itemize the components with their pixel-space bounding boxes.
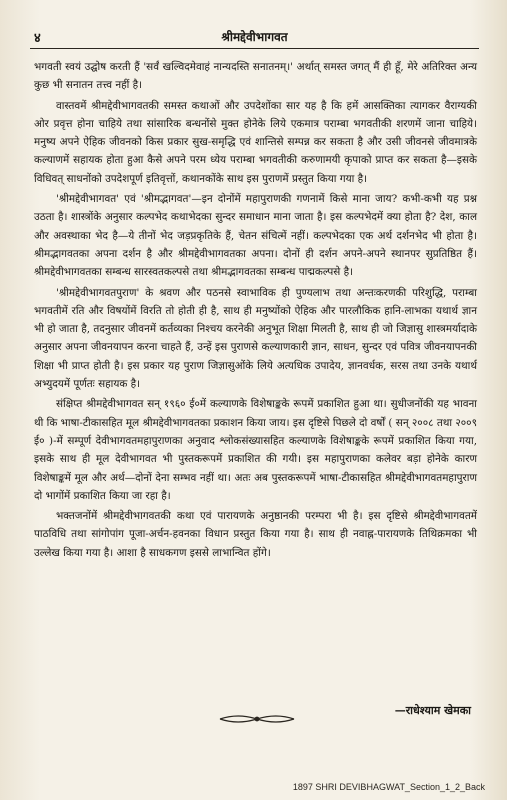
divider-ornament: [218, 712, 296, 726]
page-number: ४: [34, 31, 41, 46]
author-signature: —राधेश्याम खेमका: [394, 704, 471, 717]
paragraph: संक्षिप्त श्रीमद्देवीभागवत सन् १९६० ई०में कल्याणके विशेषाङ्कके रूपमें प्रकाशित हुआ था। सुधीजनोंकी यह भावना थी कि भाषा-टीकासहित मूल श्रीमद्देवीभागवतका प्रकाशन किया जाय। इस दृष्टिसे पिछले दो वर्षों ( सन् २००८ तथा २००९ ई० )-में सम्पूर्ण देवीभागवतमहापुराणका अनुवाद श्लोकसंख्यासहित कल्याणके विशेषाङ्कके रूपमें प्रकाशित किया गया, इसके साथ ही मूल देवीभागवत भी पुस्तकरूपमें प्रकाशित की गयी। इस महापुराणका कलेवर बड़ा होनेके कारण विशेषाङ्कमें मूल और अर्थ—दोनों देना सम्भव नहीं था। अतः अब पुस्तकरूपमें भाषा-टीकासहित श्रीमद्देवीभागवतमहापुराण दो भागोंमें प्रकाशित किया जा रहा है।: [34, 398, 477, 502]
running-title: श्रीमद्देवीभागवत: [221, 30, 288, 44]
paragraph: भक्तजनोंमें श्रीमद्देवीभागवतकी कथा एवं पारायणके अनुष्ठानकी परम्परा भी है। इस दृष्टिसे श्रीमद्देवीभागवतमें पाठविधि तथा सांगोपांग पूजा-अर्चन-हवनका विधान प्रस्तुत किया गया है। साथ ही नवाह्न-पारायणके तिथिक्रमका भी उल्लेख किया गया है। आशा है साधकगण इससे लाभान्वित होंगे।: [34, 510, 477, 559]
paragraph: 'श्रीमद्देवीभागवत' एवं 'श्रीमद्भागवत'—इन दोनोंमें महापुराणकी गणनामें किसे माना जाय? कभी-कभी यह प्रश्न उठता है। शास्त्रोंके अनुसार कल्पभेद कथाभेदका सुन्दर समाधान माना जाता है। इस कल्पभेदमें क्या होता है? देश, काल और अवस्थाका भेद है—ये तीनों भेद जड़प्रकृतिके हैं, चेतन संचित्में नहीं। कल्पभेदका एक अर्थ दर्शनभेद भी होता है। श्रीमद्भागवतका अपना दर्शन है और श्रीमद्देवीभागवतका अपना। दोनों ही दर्शन अपने-अपने स्थानपर सुप्रतिष्ठित हैं। श्रीमद्देवीभागवतका सम्बन्ध सारस्वतकल्पसे तथा श्रीमद्भागवतका सम्बन्ध पाद्मकल्पसे है।: [34, 193, 477, 279]
paragraph: 'श्रीमद्देवीभागवतपुराण' के श्रवण और पठनसे स्वाभाविक ही पुण्यलाभ तथा अन्तःकरणकी परिशुद्धि, पराम्बा भगवतीमें रति और विषयोंमें विरति तो होती ही है, साथ ही मनुष्योंको ऐहिक और पारलौकिक हानि-लाभका यथार्थ ज्ञान भी हो जाता है, तदनुसार जीवनमें कर्तव्यका निश्चय करनेकी अनुभूत शिक्षा मिलती है, साथ ही जो जिज्ञासु शास्त्रमर्यादाके अनुसार अपना जीवनयापन करना चाहते हैं, उन्हें इस पुराणसे कल्याणकारी ज्ञान, साधन, सुन्दर एवं पवित्र जीवनयापनकी शिक्षा भी प्राप्त होती है। इस प्रकार यह पुराण जिज्ञासुओंके लिये अत्यधिक उपादेय, ज्ञानवर्धक, सरस तथा उनके यथार्थ अभ्युदयमें पूर्णतः सहायक है।: [34, 286, 477, 391]
file-footer: 1897 SHRI DEVIBHAGWAT_Section_1_2_Back: [292, 782, 485, 792]
page-header: [30, 26, 479, 49]
body-text: [34, 58, 477, 564]
paragraph: वास्तवमें श्रीमद्देवीभागवतकी समस्त कथाओं और उपदेशोंका सार यह है कि हमें आसक्तिका त्यागकर वैराग्यकी ओर प्रवृत्त होना चाहिये तथा सांसारिक बन्धनोंसे मुक्त होनेके लिये एकमात्र पराम्बा भगवतीकी शरणमें जाना चाहिये। मनुष्य अपने ऐहिक जीवनको किस प्रकार सुख-समृद्धि एवं शान्तिसे सम्पन्न कर सकता है और उसी जीवनसे जीवमात्रके कल्याणमें सहायक होता हुआ कैसे अपने परम ध्येय पराम्बा भगवतीकी करुणामयी कृपाको प्राप्त कर सकता है—इसके विधिवत् साधनोंको उपदेशपूर्ण इतिवृत्तों, कथानकोंके साथ इस पुराणमें प्रस्तुत किया गया है।: [34, 99, 477, 185]
paragraph: भगवती स्वयं उद्घोष करती हैं 'सर्वं खल्विदमेवाहं नान्यदस्ति सनातनम्।' अर्थात् समस्त जगत् मैं ही हूँ, मेरे अतिरिक्त अन्य कुछ भी सनातन तत्त्व नहीं है।: [34, 61, 477, 92]
